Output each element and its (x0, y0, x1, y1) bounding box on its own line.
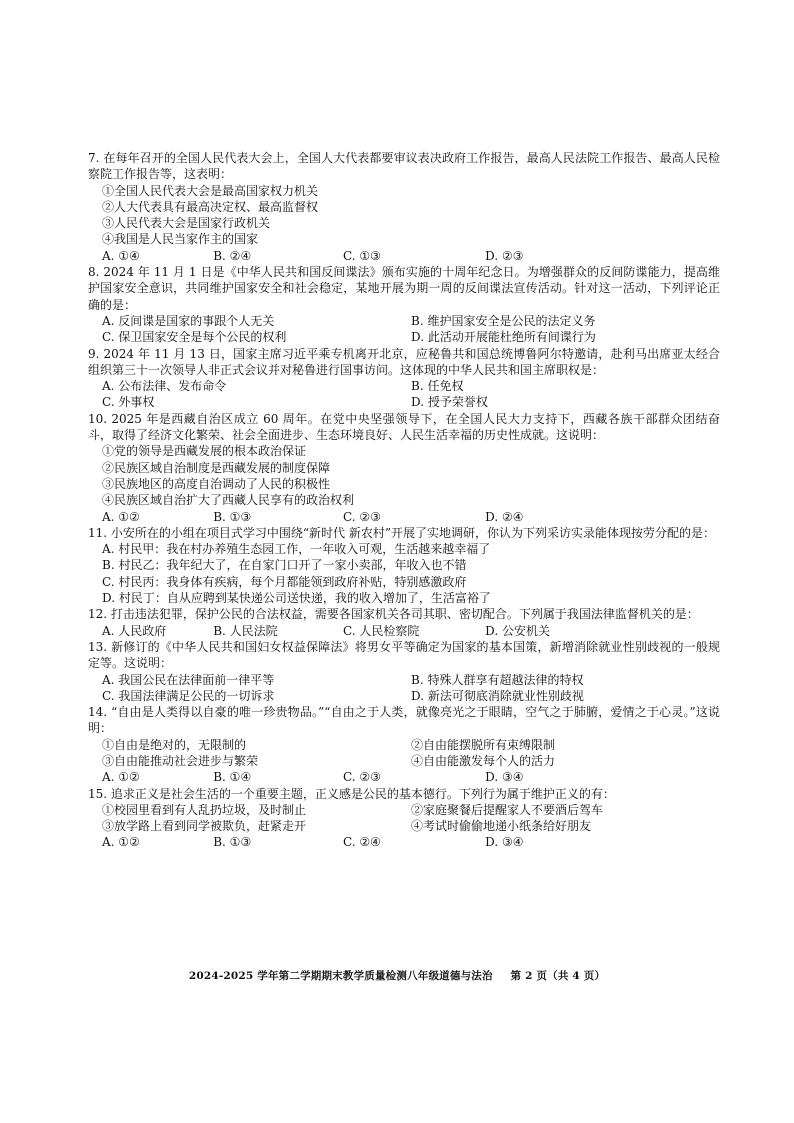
option-d[interactable]: D. 村民丁：自从应聘到某快递公司送快递，我的收入增加了，生活富裕了 (102, 591, 491, 606)
statement: ④自由能激发每个人的活力 (411, 753, 556, 768)
statement: ④民族区域自治扩大了西藏人民享有的政治权利 (102, 493, 355, 508)
statement: ③自由能推动社会进步与繁荣 (102, 753, 259, 768)
options-row (88, 834, 720, 850)
option-a[interactable]: A. ①② (102, 770, 140, 785)
option-a[interactable]: A. 我国公民在法律面前一律平等 (102, 672, 275, 687)
statement: ③民族地区的高度自治调动了人民的积极性 (102, 476, 331, 491)
question-13 (88, 639, 720, 704)
question-14 (88, 704, 720, 785)
option-a[interactable]: A. ①② (102, 835, 140, 850)
statements-row (88, 818, 720, 834)
statement: ①校园里看到有人乱扔垃圾，及时制止 (102, 802, 307, 817)
question-9 (88, 346, 720, 411)
statement: ②人大代表具有最高决定权、最高监督权 (102, 199, 319, 214)
question-stem: 10. 2025 年是西藏自治区成立 60 周年。在党中央坚强领导下，在全国人民大力支持下，西藏各族干部群众团结奋斗，取得了经济文化繁荣、社会全面进步、生态环境良好、人民生活幸福的历史性成就。这说明： (88, 411, 720, 443)
option-d[interactable]: D. ③④ (485, 770, 524, 785)
option-d[interactable]: D. 此活动开展能杜绝所有间谍行为 (411, 330, 596, 345)
option-c[interactable]: C. ②④ (343, 835, 381, 850)
statement: ③放学路上看到同学被欺负，赶紧走开 (102, 819, 307, 834)
footer-title: 2024-2025 学年第二学期期末教学质量检测八年级道德与法治 (188, 970, 493, 982)
option-d[interactable]: D. 授予荣誉权 (411, 395, 488, 410)
option-d[interactable]: D. ②③ (485, 248, 524, 263)
option-c[interactable]: C. ①③ (343, 248, 381, 263)
option-a[interactable]: A. 人民政府 (102, 623, 167, 638)
question-15 (88, 786, 720, 851)
options-row (88, 248, 720, 264)
question-stem: 7. 在每年召开的全国人民代表大会上，全国人大代表都要审议表决政府工作报告，最高人民法院工作报告、最高人民检察院工作报告等，这表明： (88, 151, 720, 182)
statement: ①全国人民代表大会是最高国家权力机关 (102, 183, 319, 198)
statement: ①党的领导是西藏发展的根本政治保证 (102, 444, 307, 459)
page-footer (0, 968, 794, 983)
option-b[interactable]: B. ①③ (213, 835, 252, 850)
option-c[interactable]: C. 人民检察院 (343, 623, 420, 638)
question-11 (88, 525, 720, 606)
option-a[interactable]: A. 反间谍是国家的事跟个人无关 (102, 313, 275, 328)
statement: ④我国是人民当家作主的国家 (102, 232, 259, 247)
statement: ②民族区域自治制度是西藏发展的制度保障 (102, 460, 331, 475)
question-stem: 8. 2024 年 11 月 1 日是《中华人民共和国反间谍法》颁布实施的十周年纪念日。为增强群众的反间防谍能力，提高维护国家安全意识，共同维护国家安全和社会稳定，某地开展为期一周的反间谍法宣传活动。针对这一活动，下列评论正确的是： (88, 265, 720, 312)
question-8 (88, 264, 720, 345)
options-row (88, 688, 720, 704)
statement: ②家庭聚餐后提醒家人不要酒后驾车 (411, 802, 604, 817)
options-row (88, 394, 720, 410)
option-c[interactable]: C. 外事权 (102, 395, 155, 410)
option-a[interactable]: A. ①② (102, 509, 140, 524)
option-b[interactable]: B. 人民法院 (213, 623, 278, 638)
option-d[interactable]: D. ③④ (485, 835, 524, 850)
question-12 (88, 606, 720, 639)
question-sheet (88, 150, 720, 851)
option-c[interactable]: C. ②③ (343, 509, 381, 524)
option-d[interactable]: D. 新法可彻底消除就业性别歧视 (411, 688, 584, 703)
options-row (88, 329, 720, 345)
option-b[interactable]: B. 村民乙：我年纪大了，在自家门口开了一家小卖部，年收入也不错 (102, 558, 467, 573)
option-d[interactable]: D. 公安机关 (485, 623, 550, 638)
option-c[interactable]: C. ②③ (343, 770, 381, 785)
question-stem: 11. 小安所在的小组在项目式学习中围绕“新时代 新农村”开展了实地调研，你认为下列采访实录能体现按劳分配的是： (88, 525, 715, 540)
options-row (88, 313, 720, 329)
option-b[interactable]: B. 特殊人群享有超越法律的特权 (411, 672, 584, 687)
options-row (88, 378, 720, 394)
page-number: 第 2 页（共 4 页） (510, 970, 606, 982)
option-b[interactable]: B. 任免权 (411, 379, 464, 394)
statements-row (88, 802, 720, 818)
question-stem: 9. 2024 年 11 月 13 日，国家主席习近平乘专机离开北京，应秘鲁共和国总统博鲁阿尔特邀请，赴利马出席亚太经合组织第三十一次领导人非正式会议并对秘鲁进行国事访问。这体现的中华人民共和国主席职权是： (88, 346, 720, 377)
options-row (88, 672, 720, 688)
options-row (88, 509, 720, 525)
option-d[interactable]: D. ②④ (485, 509, 524, 524)
statement: ②自由能摆脱所有束缚限制 (411, 737, 556, 752)
question-stem: 15. 追求正义是社会生活的一个重要主题，正义感是公民的基本德行。下列行为属于维护正义的有： (88, 786, 615, 801)
question-7 (88, 150, 720, 264)
option-c[interactable]: C. 我国法律满足公民的一切诉求 (102, 688, 275, 703)
statement: ④考试时偷偷地递小纸条给好朋友 (411, 819, 592, 834)
options-row (88, 769, 720, 785)
option-b[interactable]: B. 维护国家安全是公民的法定义务 (411, 313, 596, 328)
option-a[interactable]: A. 公布法律、发布命令 (102, 379, 227, 394)
question-stem: 13. 新修订的《中华人民共和国妇女权益保障法》将男女平等确定为国家的基本国策，新增消除就业性别歧视的一般规定等。这说明： (88, 639, 720, 671)
option-a[interactable]: A. 村民甲：我在村办养殖生态园工作，一年收入可观，生活越来越幸福了 (102, 542, 491, 557)
question-10 (88, 411, 720, 525)
statement: ③人民代表大会是国家行政机关 (102, 216, 271, 231)
option-a[interactable]: A. ①④ (102, 248, 140, 263)
options-row (88, 623, 720, 639)
option-c[interactable]: C. 保卫国家安全是每个公民的权利 (102, 330, 287, 345)
option-b[interactable]: B. ①④ (213, 770, 252, 785)
question-stem: 14. “自由是人类得以自豪的唯一珍贵物品。”“自由之于人类，就像亮光之于眼睛，空气之于肺腑，爱情之于心灵。”这说明： (88, 705, 720, 736)
question-stem: 12. 打击违法犯罪，保护公民的合法权益，需要各国家机关各司其职、密切配合。下列属于我国法律监督机关的是： (88, 607, 699, 622)
option-b[interactable]: B. ①③ (213, 509, 252, 524)
statements-row (88, 737, 720, 753)
statement: ①自由是绝对的，无限制的 (102, 737, 247, 752)
statements-row (88, 753, 720, 769)
option-c[interactable]: C. 村民丙：我身体有疾病，每个月都能领到政府补贴，特别感激政府 (102, 574, 467, 589)
option-b[interactable]: B. ②④ (213, 248, 252, 263)
